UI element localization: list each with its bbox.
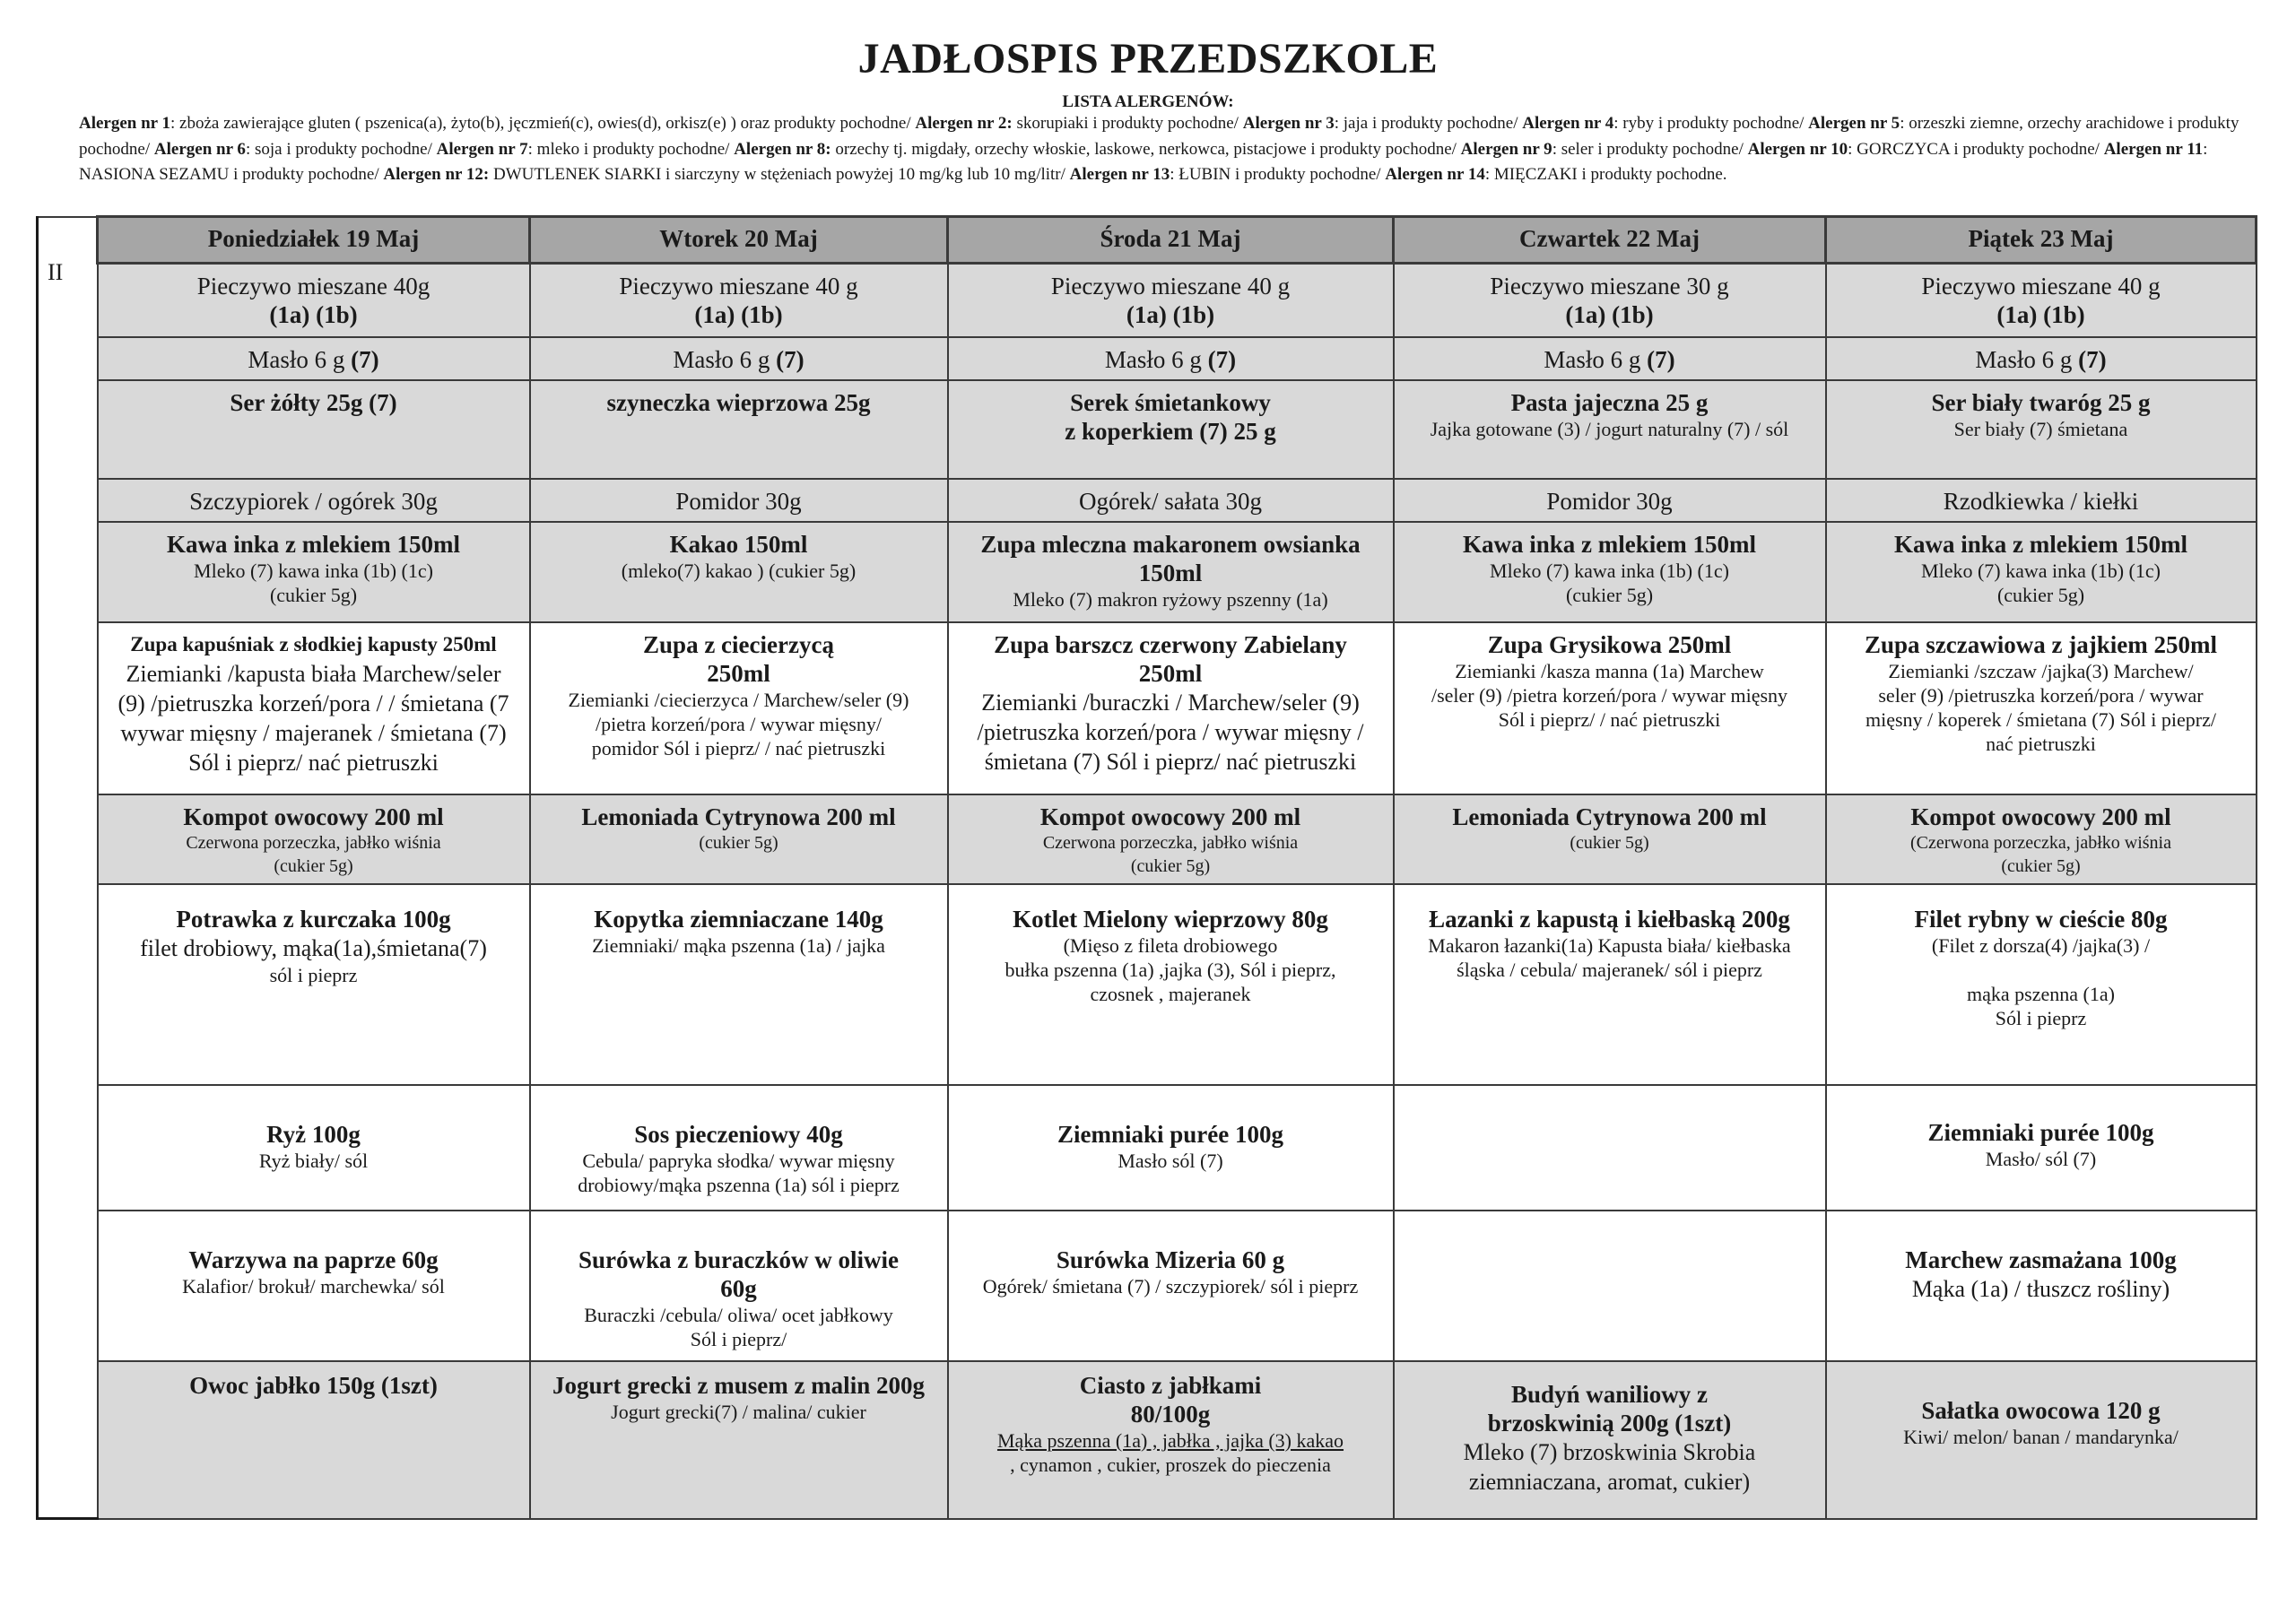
- item-title: Budyń waniliowy z: [1510, 1380, 1709, 1408]
- item-details: Mleko (7) makron ryżowy pszenny (1a): [1013, 587, 1328, 611]
- allergen-description: : soja i produkty pochodne/: [245, 139, 437, 159]
- item-allergens: (7): [776, 345, 804, 373]
- item-details: /pietruszka korzeń/pora / wywar mięsny /: [977, 718, 1364, 745]
- item-details: (cukier 5g): [274, 855, 353, 876]
- allergen-description: DWUTLENEK SIARKI i siarczyny w stężeniach powyżej 10 mg/kg lub 10 mg/litr/: [489, 165, 1070, 184]
- butter-cell: [530, 337, 948, 380]
- veg-cell: [948, 479, 1394, 522]
- salad-cell: [1394, 1211, 1826, 1361]
- item-allergens: (1a) (1b): [694, 301, 783, 328]
- item-details: mąka pszenna (1a): [1967, 982, 2115, 1005]
- veg-cell: [530, 479, 948, 522]
- item-details: /seler (9) /pietra korzeń/pora / wywar mięsny: [1431, 683, 1788, 707]
- item-details: Makaron łazanki(1a) Kapusta biała/ kiełbaska: [1428, 933, 1791, 957]
- item-name: Pieczywo mieszane 40 g: [1050, 273, 1291, 299]
- dessert-cell: [98, 1361, 530, 1519]
- side-cell: [98, 1085, 530, 1211]
- bread-cell: [948, 264, 1394, 337]
- soup-cell: [1394, 622, 1826, 794]
- allergen-description: skorupiaki i produkty pochodne/: [1012, 114, 1243, 133]
- item-details: nać pietruszki: [1986, 732, 2096, 755]
- item-details: (9) /pietruszka korzeń/pora / / śmietana (7: [117, 690, 509, 716]
- item-details: Ziemianki /kapusta biała Marchew/seler: [126, 660, 501, 687]
- week-number: II: [38, 217, 98, 1519]
- item-details: bułka pszenna (1a) ,jajka (3), Sól i pieprz,: [1004, 958, 1336, 981]
- item-title: Surówka Mizeria 60 g: [1056, 1245, 1285, 1273]
- item-title: Marchew zasmażana 100g: [1905, 1245, 2177, 1273]
- compote-cell: [1394, 794, 1826, 884]
- item-details: (Filet z dorsza(4) /jajka(3) /: [1931, 933, 2151, 957]
- item-name: Rzodkiewka / kiełki: [1943, 487, 2139, 515]
- item-name: Masło 6 g: [1975, 345, 2073, 373]
- side-cell: [1394, 1085, 1826, 1211]
- main-cell: [1826, 884, 2257, 1085]
- item-details: sól i pieprz: [269, 963, 358, 986]
- butter-cell: [1394, 337, 1826, 380]
- veg-cell: [98, 479, 530, 522]
- spread-cell: [948, 380, 1394, 479]
- salad-cell: [1826, 1211, 2257, 1361]
- bread-cell: [530, 264, 948, 337]
- item-details: (cukier 5g): [269, 583, 358, 606]
- allergen-list-heading: LISTA ALERGENÓW:: [1062, 92, 1234, 111]
- item-details: filet drobiowy, mąka(1a),śmietana(7): [140, 934, 487, 961]
- item-name: Masło 6 g: [673, 345, 770, 373]
- day-header: Poniedziałek 19 Maj: [98, 217, 530, 264]
- soup-cell: [98, 622, 530, 794]
- dessert-cell: [948, 1361, 1394, 1519]
- veg-cell: [1394, 479, 1826, 522]
- item-details: (cukier 5g): [2001, 855, 2081, 876]
- item-allergens: (7): [1647, 345, 1675, 373]
- item-allergens: (1a) (1b): [1126, 301, 1215, 328]
- item-details: Jogurt grecki(7) / malina/ cukier: [611, 1400, 866, 1423]
- item-title: Łazanki z kapustą i kiełbaską 200g: [1429, 905, 1790, 933]
- allergen-label: Alergen nr 11: [2103, 139, 2204, 159]
- item-details: (cukier 5g): [699, 832, 778, 853]
- item-title: Kotlet Mielony wieprzowy 80g: [1013, 905, 1328, 933]
- item-details: Ziemianki /buraczki / Marchew/seler (9): [981, 689, 1360, 716]
- item-title: Warzywa na paprze 60g: [188, 1245, 439, 1273]
- item-details: Sól i pieprz: [1995, 1006, 2087, 1029]
- allergen-label: Alergen nr 13: [1069, 165, 1170, 184]
- item-details: wywar mięsny / majeranek / śmietana (7): [120, 719, 507, 746]
- day-header: Środa 21 Maj: [948, 217, 1394, 264]
- allergen-label: Alergen nr 10: [1747, 139, 1848, 159]
- main-cell: [948, 884, 1394, 1085]
- item-title: Zupa szczawiowa z jajkiem 250ml: [1865, 630, 2217, 658]
- item-details: Sól i pieprz/ nać pietruszki: [188, 749, 439, 776]
- item-allergens: (1a) (1b): [1996, 301, 2085, 328]
- item-name: Pieczywo mieszane 30 g: [1490, 273, 1729, 299]
- item-details: (cukier 5g): [1130, 855, 1211, 876]
- item-details: Sól i pieprz/ / nać pietruszki: [1498, 707, 1721, 731]
- item-details: , cynamon , cukier, proszek do pieczenia: [1010, 1453, 1331, 1476]
- item-title: Kawa inka z mlekiem 150ml: [1894, 530, 2187, 558]
- butter-cell: [98, 337, 530, 380]
- item-title: Ryż 100g: [266, 1120, 361, 1148]
- item-details: Cebula/ papryka słodka/ wywar mięsny: [582, 1149, 895, 1172]
- item-details: Ziemianki /ciecierzyca / Marchew/seler (9): [568, 688, 909, 711]
- soup-cell: [530, 622, 948, 794]
- spread-cell: [530, 380, 948, 479]
- item-title: Kompot owocowy 200 ml: [1039, 803, 1301, 830]
- item-title: 60g: [720, 1274, 757, 1302]
- main-cell: [98, 884, 530, 1085]
- soup-cell: [1826, 622, 2257, 794]
- soup-cell: [948, 622, 1394, 794]
- item-title: Ser biały twaróg 25 g: [1931, 388, 2151, 416]
- compote-cell: [98, 794, 530, 884]
- main-cell: [1394, 884, 1826, 1085]
- item-details: drobiowy/mąka pszenna (1a) sól i pieprz: [578, 1173, 900, 1196]
- item-title: Owoc jabłko 150g (1szt): [189, 1371, 438, 1399]
- item-details: (cukier 5g): [1570, 832, 1649, 853]
- item-title: Kawa inka z mlekiem 150ml: [1463, 530, 1756, 558]
- main-cell: [530, 884, 948, 1085]
- item-details: mięsny / koperek / śmietana (7) Sól i pieprz/: [1865, 707, 2216, 731]
- item-details: ziemniaczana, aromat, cukier): [1468, 1468, 1751, 1495]
- compote-cell: [948, 794, 1394, 884]
- compote-cell: [1826, 794, 2257, 884]
- item-title: Kawa inka z mlekiem 150ml: [167, 530, 460, 558]
- compote-cell: [530, 794, 948, 884]
- allergen-label: Alergen nr 14: [1385, 165, 1485, 184]
- allergen-description: : orzeszki ziemne, orzechy arachidowe i produkty pochodne/: [79, 114, 2239, 159]
- item-details: Buraczki /cebula/ oliwa/ ocet jabłkowy: [584, 1303, 893, 1326]
- item-details: Mleko (7) kawa inka (1b) (1c): [1921, 559, 2161, 582]
- item-details: Ser biały (7) śmietana: [1953, 417, 2128, 440]
- allergen-description: : ŁUBIN i produkty pochodne/: [1170, 165, 1386, 184]
- allergen-description: : jaja i produkty pochodne/: [1334, 114, 1523, 133]
- dessert-cell: [1394, 1361, 1826, 1519]
- item-details: Jajka gotowane (3) / jogurt naturalny (7) / sól: [1430, 417, 1789, 440]
- item-name: Masło 6 g: [1104, 345, 1202, 373]
- item-title: Filet rybny w cieście 80g: [1914, 905, 2168, 933]
- item-title: Ziemniaki purée 100g: [1057, 1120, 1283, 1148]
- item-details: Ziemniaki/ mąka pszenna (1a) / jajka: [592, 933, 885, 957]
- salad-cell: [948, 1211, 1394, 1361]
- bread-cell: [1826, 264, 2257, 337]
- allergen-label: Alergen nr 6: [153, 139, 246, 159]
- item-details: Czerwona porzeczka, jabłko wiśnia: [186, 832, 441, 853]
- item-title: Pasta jajeczna 25 g: [1510, 388, 1709, 416]
- item-name: Ogórek/ sałata 30g: [1079, 487, 1262, 515]
- item-details: Ryż biały/ sól: [258, 1149, 369, 1172]
- salad-cell: [98, 1211, 530, 1361]
- item-title: Kopytka ziemniaczane 140g: [594, 905, 883, 933]
- item-details: Czerwona porzeczka, jabłko wiśnia: [1042, 832, 1299, 853]
- item-details: (cukier 5g): [1996, 583, 2085, 606]
- item-details: Mleko (7) kawa inka (1b) (1c): [194, 559, 433, 582]
- side-cell: [530, 1085, 948, 1211]
- item-title: Kompot owocowy 200 ml: [183, 803, 444, 830]
- allergen-label: Alergen nr 2:: [915, 114, 1013, 133]
- side-cell: [1826, 1085, 2257, 1211]
- drink-cell: [1826, 522, 2257, 622]
- item-name: Szczypiorek / ogórek 30g: [189, 487, 438, 515]
- dessert-cell: [1826, 1361, 2257, 1519]
- item-allergens: (1a) (1b): [1565, 301, 1654, 328]
- item-title: Lemoniada Cytrynowa 200 ml: [581, 803, 896, 830]
- item-details: /pietra korzeń/pora / wywar mięsny/: [596, 712, 882, 735]
- allergen-label: Alergen nr 9: [1460, 139, 1552, 159]
- day-header: Wtorek 20 Maj: [530, 217, 948, 264]
- item-title: Zupa kapuśniak z słodkiej kapusty 250ml: [130, 632, 497, 655]
- item-details: Kalafior/ brokuł/ marchewka/ sól: [182, 1274, 445, 1298]
- item-title: Ziemniaki purée 100g: [1927, 1118, 2154, 1146]
- allergen-description: : zboża zawierające gluten ( pszenica(a), żyto(b), jęczmień(c), owies(d), orkisz(e) ) oraz produkty pochodne/: [170, 114, 916, 133]
- allergen-description: : MIĘCZAKI i produkty pochodne.: [1484, 165, 1727, 184]
- item-title: Kompot owocowy 200 ml: [1910, 803, 2171, 830]
- day-header: Czwartek 22 Maj: [1394, 217, 1826, 264]
- drink-cell: [948, 522, 1394, 622]
- salad-cell: [530, 1211, 948, 1361]
- allergen-label: Alergen nr 7: [436, 139, 528, 159]
- day-header: Piątek 23 Maj: [1826, 217, 2257, 264]
- item-title: Ser żółty 25g (7): [230, 388, 397, 416]
- item-title: 150ml: [1138, 559, 1203, 586]
- bread-cell: [98, 264, 530, 337]
- item-title: 80/100g: [1130, 1400, 1211, 1428]
- item-details: pomidor Sól i pieprz/ / nać pietruszki: [591, 736, 886, 759]
- item-name: Pomidor 30g: [1546, 487, 1673, 515]
- item-details: seler (9) /pietruszka korzeń/pora / wywar: [1878, 683, 2204, 707]
- item-details: śmietana (7) Sól i pieprz/ nać pietruszki: [984, 748, 1357, 775]
- item-name: Pieczywo mieszane 40 g: [1921, 273, 2161, 299]
- item-title: Lemoniada Cytrynowa 200 ml: [1452, 803, 1767, 830]
- drink-cell: [530, 522, 948, 622]
- item-title: 250ml: [1138, 659, 1203, 687]
- item-title: 250ml: [707, 659, 770, 687]
- allergen-label: Alergen nr 3: [1242, 114, 1335, 133]
- spread-cell: [98, 380, 530, 479]
- allergen-label: Alergen nr 12:: [383, 165, 490, 184]
- spread-cell: [1826, 380, 2257, 479]
- item-title: Zupa barszcz czerwony Zabielany: [994, 630, 1347, 658]
- item-allergens: (7): [1207, 345, 1237, 373]
- allergen-description: orzechy tj. migdały, orzechy włoskie, laskowe, nerkowca, pistacjowe i produkty pochodne/: [831, 139, 1461, 159]
- item-title: Zupa mleczna makaronem owsianka: [980, 530, 1361, 558]
- allergen-description: : ryby i produkty pochodne/: [1613, 114, 1809, 133]
- item-title: brzoskwinią 200g (1szt): [1487, 1409, 1732, 1436]
- item-title: Potrawka z kurczaka 100g: [176, 905, 451, 933]
- item-title: Jogurt grecki z musem z malin 200g: [552, 1371, 925, 1399]
- item-title: Sos pieczeniowy 40g: [634, 1120, 843, 1148]
- item-details: Mleko (7) brzoskwinia Skrobia: [1463, 1438, 1756, 1465]
- item-allergens: (7): [351, 345, 379, 373]
- item-details: [1832, 958, 2250, 982]
- dessert-cell: [530, 1361, 948, 1519]
- item-details: (Czerwona porzeczka, jabłko wiśnia: [1910, 832, 2171, 853]
- item-title: Zupa Grysikowa 250ml: [1487, 630, 1732, 658]
- item-title: Serek śmietankowy: [1070, 388, 1271, 416]
- butter-cell: [948, 337, 1394, 380]
- menu-table: [36, 215, 2257, 1520]
- item-details: Ogórek/ śmietana (7) / szczypiorek/ sól i pieprz: [982, 1274, 1359, 1298]
- allergen-label: Alergen nr 5: [1808, 114, 1900, 133]
- allergen-label: Alergen nr 8:: [734, 139, 831, 159]
- item-details: Ziemianki /szczaw /jajka(3) Marchew/: [1888, 659, 2194, 682]
- drink-cell: [98, 522, 530, 622]
- allergen-description: : GORCZYCA i produkty pochodne/: [1848, 139, 2104, 159]
- allergen-label: Alergen nr 1: [79, 114, 171, 133]
- item-details: Ziemianki /kasza manna (1a) Marchew: [1455, 659, 1764, 682]
- side-cell: [948, 1085, 1394, 1211]
- veg-cell: [1826, 479, 2257, 522]
- item-name: Pieczywo mieszane 40g: [196, 273, 430, 299]
- item-details: Mleko (7) kawa inka (1b) (1c): [1490, 559, 1729, 582]
- item-allergens: (1a) (1b): [269, 301, 358, 328]
- allergen-description: : NASIONA SEZAMU i produkty pochodne/: [79, 139, 2208, 184]
- item-title: Zupa z ciecierzycą: [643, 630, 834, 658]
- item-details: Mąka pszenna (1a) , jabłka , jajka (3) kakao: [996, 1428, 1344, 1452]
- allergen-description: : seler i produkty pochodne/: [1552, 139, 1748, 159]
- item-details: Masło/ sól (7): [1985, 1147, 2097, 1170]
- item-details: Kiwi/ melon/ banan / mandarynka/: [1903, 1425, 2179, 1448]
- allergen-list: [79, 111, 2249, 188]
- item-name: Masło 6 g: [1544, 345, 1641, 373]
- item-details: (cukier 5g): [1565, 583, 1654, 606]
- item-details: Masło sól (7): [1118, 1149, 1223, 1172]
- item-title: z koperkiem (7) 25 g: [1065, 417, 1276, 445]
- item-title: Surówka z buraczków w oliwie: [578, 1245, 899, 1273]
- page-title: JADŁOSPIS PRZEDSZKOLE: [857, 35, 1439, 82]
- item-details: czosnek , majeranek: [1090, 982, 1251, 1005]
- item-details: Sól i pieprz/: [690, 1327, 787, 1350]
- item-name: Pomidor 30g: [675, 487, 802, 515]
- item-name: Pieczywo mieszane 40 g: [619, 273, 858, 299]
- allergen-description: : mleko i produkty pochodne/: [527, 139, 735, 159]
- item-details: (Mięso z fileta drobiowego: [1063, 933, 1278, 957]
- drink-cell: [1394, 522, 1826, 622]
- item-details: śląska / cebula/ majeranek/ sól i pieprz: [1457, 958, 1762, 981]
- item-allergens: (7): [2078, 345, 2107, 373]
- item-title: szyneczka wieprzowa 25g: [606, 388, 871, 416]
- spread-cell: [1394, 380, 1826, 479]
- item-title: Kakao 150ml: [669, 530, 808, 558]
- item-title: Sałatka owocowa 120 g: [1921, 1396, 2161, 1424]
- item-title: Ciasto z jabłkami: [1079, 1371, 1262, 1399]
- item-details: Mąka (1a) / tłuszcz roślinу): [1911, 1275, 2170, 1302]
- item-details: (mleko(7) kakao ) (cukier 5g): [621, 559, 857, 582]
- allergen-label: Alergen nr 4: [1522, 114, 1614, 133]
- bread-cell: [1394, 264, 1826, 337]
- butter-cell: [1826, 337, 2257, 380]
- item-name: Masło 6 g: [248, 345, 345, 373]
